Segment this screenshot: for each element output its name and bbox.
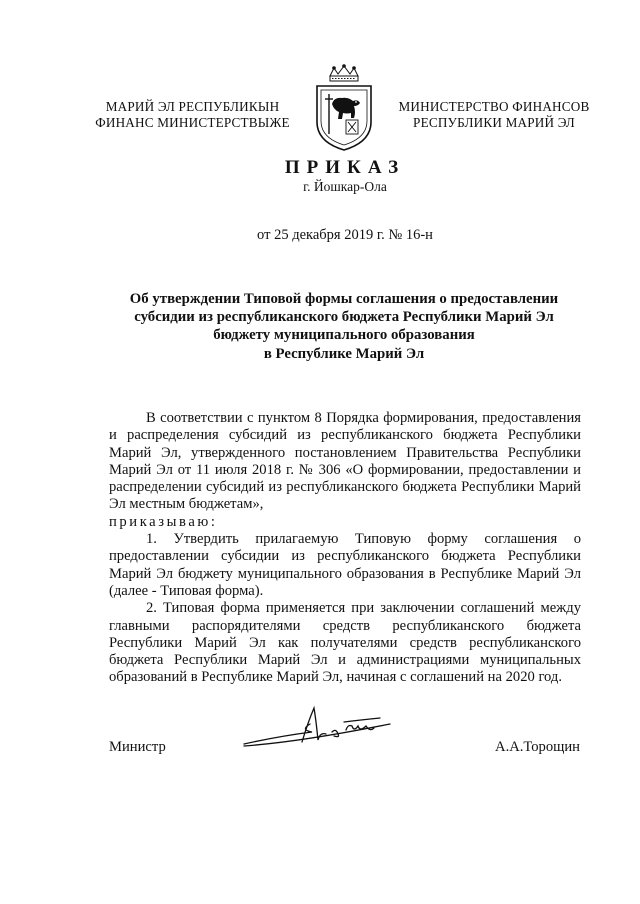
header-left-line-1: МАРИЙ ЭЛ РЕСПУБЛИКЫН xyxy=(105,99,280,114)
subject-line-2: субсидии из республиканского бюджета Республики Марий Эл xyxy=(134,309,554,326)
header-right-line-1: МИНИСТЕРСТВО ФИНАНСОВ xyxy=(398,99,590,114)
order-word: приказываю: xyxy=(109,513,218,530)
order-item-1: 1. Утвердить прилагаемую Типовую форму соглашения о предоставлении субсидии из республиканского бюджета Республики Марий Эл бюджету муниципального образования в Республике Марий Эл (далее - Типовая форма). xyxy=(109,531,581,599)
document-body xyxy=(109,410,581,687)
document-subject xyxy=(100,290,588,363)
order-item-2: 2. Типовая форма применяется при заключении соглашений между главными распорядителями средств республиканского бюджета Республики Марий Эл как получателями средств республиканского бюджета Республики Марий Эл и администрациями муниципальных образований в Республике Марий Эл, начиная с соглашений на 2020 год. xyxy=(109,600,581,686)
document-city: г. Йошкар-Ола xyxy=(303,179,387,194)
handwritten-signature-icon xyxy=(240,702,400,754)
signatory-name: А.А.Торощин xyxy=(495,739,580,755)
subject-line-4: в Республике Марий Эл xyxy=(263,345,425,362)
document-date-number: от 25 декабря 2019 г. № 16-н xyxy=(257,227,433,243)
preamble-paragraph: В соответствии с пунктом 8 Порядка формирования, предоставления и распределения субсидий из республиканского бюджета Республики Марий Эл, утвержденного постановлением Правительства Республики Марий Эл от 11 июля 2018 г. № 306 «О формировании, предоставлении и распределении субсидий из республиканского бюджета Республики Марий Эл местным бюджетам», xyxy=(109,410,581,513)
header-right-russian xyxy=(380,99,608,131)
subject-line-3: бюджету муниципального образования xyxy=(213,327,475,344)
signatory-role: Министр xyxy=(109,739,166,755)
coat-of-arms-icon xyxy=(312,64,376,152)
subject-line-1: Об утверждении Типовой формы соглашения о предоставлении xyxy=(129,291,559,307)
header-left-line-2: ФИНАНС МИНИСТЕРСТВЫЖЕ xyxy=(95,115,290,130)
header-left-mari xyxy=(80,99,305,131)
header-right-line-2: РЕСПУБЛИКИ МАРИЙ ЭЛ xyxy=(413,115,575,130)
document-type-title: ПРИКАЗ xyxy=(284,157,406,178)
